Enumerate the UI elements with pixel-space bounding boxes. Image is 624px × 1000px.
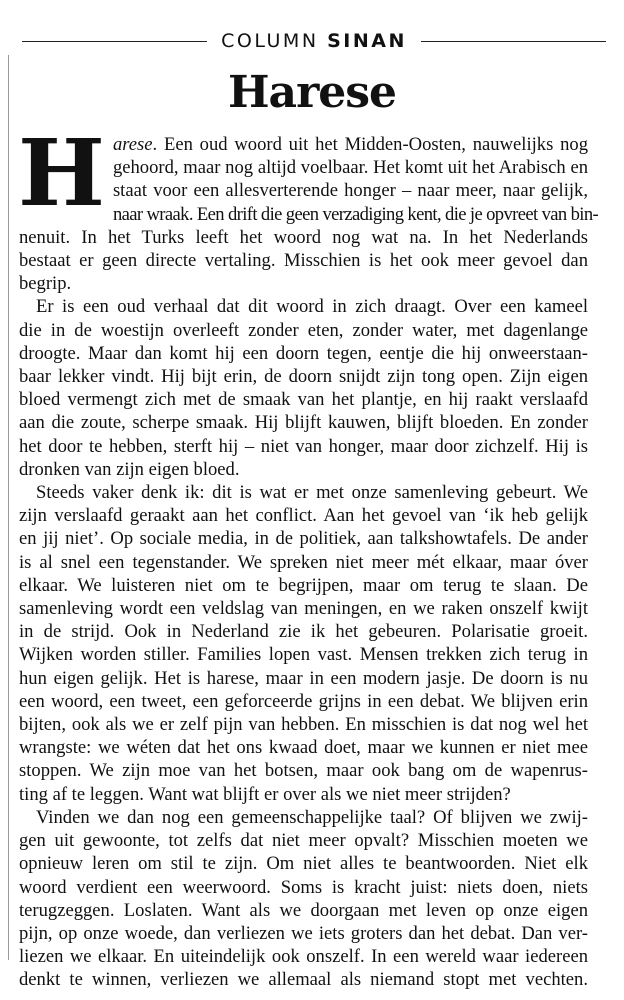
text-line: ting af te leggen. Want wat blijft er over als we niet meer strijden? [19,783,511,805]
column-left-rule [8,55,9,960]
paragraph-3 [19,481,588,806]
text-line: pijn, op onze woede, dan verliezen we iets groters dan het debat. Dan ver- [19,922,588,944]
text-line: het door te hebben, sterft hij – niet van honger, maar door zichzelf. Hij is [19,435,588,457]
text-line: bloed vermengt zich met de smaak van het plantje, en hij raakt verslaafd [19,389,588,411]
header-rule-left [22,41,207,42]
column-header [22,28,606,54]
text-line: die in de woestijn overleeft zonder eten, zonder water, met dagenlange [19,319,588,341]
text-line: is al snel een tegenstander. We spreken niet meer mét elkaar, maar óver [19,551,588,573]
text-line: gehoord, maar nog altijd voelbaar. Het komt uit het Arabisch en [112,157,588,179]
text-line: elkaar. We luisteren niet om te begrijpen, maar om terug te slaan. De [19,574,588,596]
text-line: gen uit gewoonte, tot zelfs dat niet meer opvalt? Misschien moeten we [19,830,588,852]
text-line: en jij niet’. Op sociale media, in de politiek, aan talkshowtafels. De ander [19,528,588,550]
text-line: liezen we elkaar. En uiteindelijk ook onszelf. In een wereld waar iedereen [19,946,588,968]
article-body [18,119,599,992]
text-line: denkt te winnen, verliezen we allemaal als niemand stopt met vechten. [19,969,588,991]
text-line: begrip. [19,273,72,295]
text-line: Vinden we dan nog een gemeenschappelijke taal? Of blijven we zwij- [36,806,588,828]
text-line: opnieuw leren om stil te zijn. Om niet alles te beantwoorden. Niet elk [19,853,588,875]
paragraph-4 [19,806,588,992]
header-rule-right [421,41,606,42]
text-line: nenuit. In het Turks leeft het woord nog wat na. In het Nederlands [19,226,588,248]
text-line: zijn verslaafd geraakt aan het conflict. Aan het gevoel van ‘ik heb gelijk [19,505,588,527]
text-line: Er is een oud verhaal dat dit woord in zich draagt. Over een kameel [36,296,588,318]
column-kicker [207,30,421,52]
text-line: dronken van zijn eigen bloed. [19,458,240,480]
text-line: een woord, een tweet, een geforceerde grijns in een debat. We blijven erin [19,690,588,712]
text-line: terugzeggen. Loslaten. Want als we doorgaan met leven op onze eigen [19,899,588,921]
text-line: droogte. Maar dan komt hij een doorn tegen, eentje die hij onweerstaan- [19,342,588,364]
text-line: aan die zoute, scherpe smaak. Hij blijft kauwen, blijft bloeden. En zonder [19,412,588,434]
text-line: in de strijd. Ook in Nederland zie ik het gebeuren. Polarisatie groeit. [19,621,588,643]
text-line: stoppen. We zijn moe van het botsen, maar ook bang om de wapenrus- [19,760,588,782]
text-line: Steeds vaker denk ik: dit is wat er met onze samenleving gebeurt. We [36,482,588,504]
text-emphasis: arese [112,134,153,155]
paragraph-2 [19,295,588,481]
kicker-name: SINAN [327,30,407,52]
kicker-prefix: COLUMN [221,30,319,52]
text-line: bestaat er geen directe vertaling. Misschien is het ook meer gevoel dan [19,250,588,272]
text-line: arese. Een oud woord uit het Midden-Oosten, nauwelijks nog [112,134,588,155]
text-line: bijten, ook als we er zelf pijn van hebben. En misschien is dat nog wel het [19,714,588,736]
text-line: staat voor een allesverterende honger – naar meer, naar gelijk, [112,180,588,202]
drop-cap: H [18,119,105,227]
text-line: Wijken worden stiller. Families lopen vast. Mensen trekken zich terug in [19,644,588,666]
text-line: wrangste: we wéten dat het ons kwaad doet, maar we kunnen er niet mee [19,737,588,759]
text-line: woord verdient een weerwoord. Soms is kracht juist: niets doen, niets [19,876,588,898]
paragraph-1 [18,119,599,295]
text-line: naar wraak. Een drift die geen verzadiging kent, die je opvreet van bin- [112,203,599,225]
text-line: hun eigen gelijk. Het is harese, maar in een modern jasje. De doorn is nu [19,667,588,689]
article-title: Harese [227,67,397,118]
text-line: baar lekker vindt. Hij bijt erin, de doorn snijdt zijn tong open. Zijn eigen [19,366,588,388]
text-line: samenleving wordt een veldslag van meningen, en we raken onszelf kwijt [19,598,588,620]
